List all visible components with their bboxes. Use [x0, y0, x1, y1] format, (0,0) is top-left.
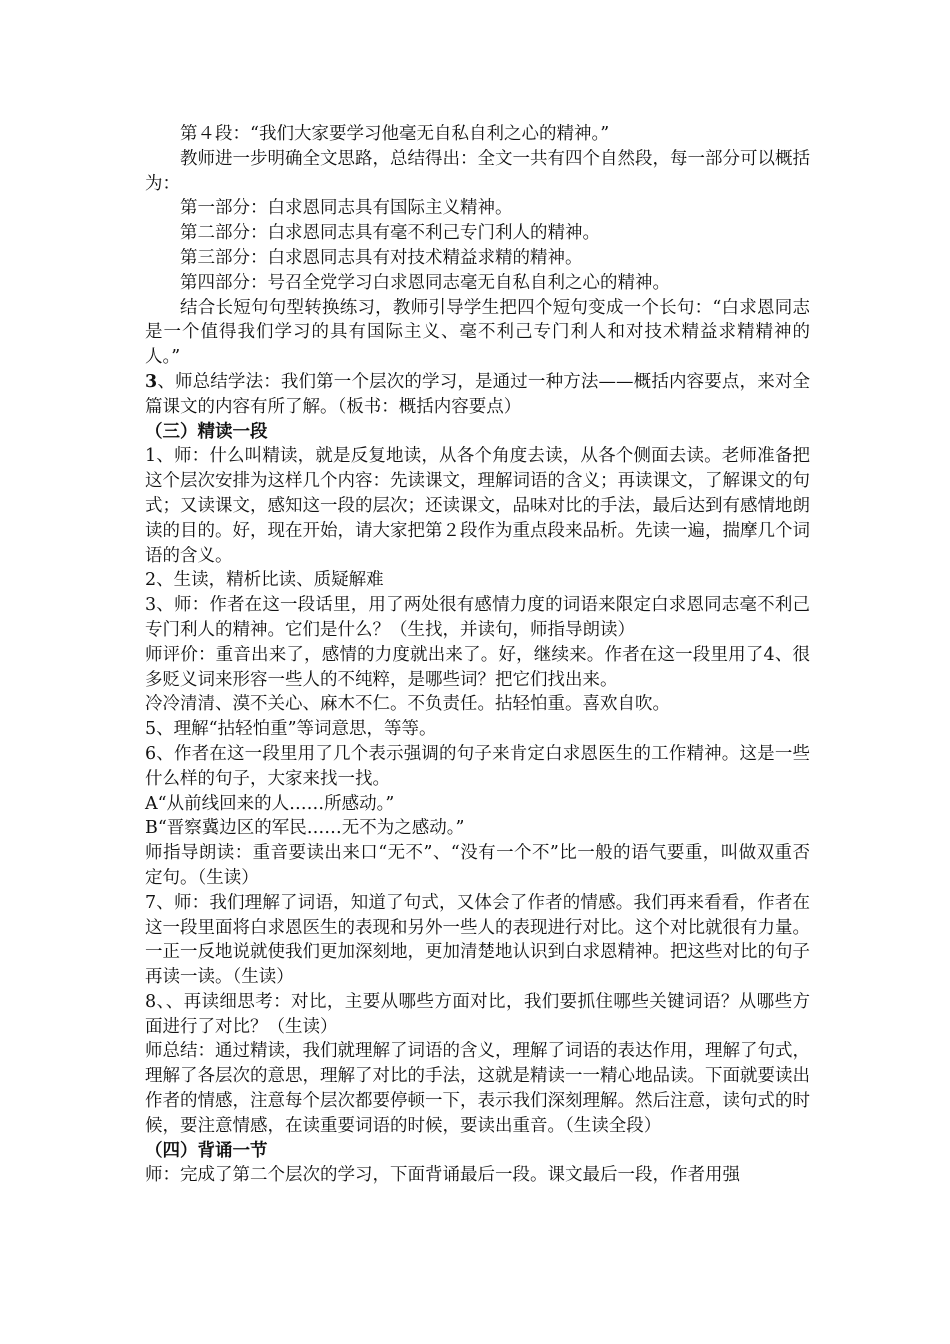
- paragraph-item-5: 5、理解“拈轻怕重”等词意思，等等。: [145, 719, 437, 740]
- paragraph-derogatory-words: 冷冷清清、漠不关心、麻木不仁。不负责任。拈轻怕重。喜欢自吹。: [145, 694, 670, 715]
- document-body: [145, 122, 810, 1188]
- paragraph-item-1: 1、师：什么叫精读，就是反复地读，从各个角度去读，从各个侧面去读。老师准备把这个层次安排为这样几个内容：先读课文，理解词语的含义；再读课文，了解课文的句式；又读课文，感知这一段的层次；还读课文，品味对比的手法，最后达到有感情地朗读的目的。好，现在开始，请大家把第２段作为重点段来品析。先读一遍，揣摩几个词语的含义。: [145, 446, 810, 566]
- paragraph-item-3: 3、师：作者在这一段话里，用了两处很有感情力度的词语来限定白求恩同志毫不利己专门利人的精神。它们是什么？（生找，并读句，师指导朗读）: [145, 595, 810, 640]
- paragraph-recitation-intro: 师：完成了第二个层次的学习，下面背诵最后一段。课文最后一段，作者用强: [145, 1165, 740, 1186]
- item-number: 3: [145, 371, 158, 392]
- paragraph-section4: 第４段：“我们大家要学习他毫无自私自利之心的精神。”: [180, 124, 610, 144]
- paragraph-long-sentence: 结合长短句句型转换练习，教师引导学生把四个短句变成一个长句：“白求恩同志是一个值得我们学习的具有国际主义、毫不利己专门利人和对技术精益求精精神的人。”: [145, 297, 810, 368]
- paragraph-reading-guidance: 师指导朗读：重音要读出来口“无不”、“没有一个不”比一般的语气要重，叫做双重否定句。（生读）: [145, 843, 810, 888]
- section-heading-intensive-reading: （三）精读一段: [145, 421, 268, 442]
- paragraph-item-2: 2、生读，精析比读、质疑解难: [145, 570, 384, 591]
- paragraph-teacher-summary: 师总结：通过精读，我们就理解了词语的含义，理解了词语的表达作用，理解了句式，理解了各层次的意思，理解了对比的手法，这就是精读一一精心地品读。下面就要读出作者的情感，注意每个层次都要停顿一下，表示我们深刻理解。然后注意，读句式的时候，要注意情感，在读重要词语的时候，要读出重音。（生读全段）: [145, 1041, 810, 1136]
- paragraph-teacher-evaluation: 师评价：重音出来了，感情的力度就出来了。好，继续来。作者在这一段里用了4、很多贬义词来形容一些人的不纯粹，是哪些词？把它们找出来。: [145, 644, 810, 690]
- paragraph-part4: 第四部分：号召全党学习白求恩同志毫无自私自利之心的精神。: [180, 272, 670, 293]
- paragraph-part3: 第三部分：白求恩同志具有对技术精益求精的精神。: [180, 247, 583, 268]
- paragraph-text: 、师总结学法：我们第一个层次的学习，是通过一种方法——概括内容要点，来对全篇课文的内容有所了解。（板书：概括内容要点）: [145, 371, 810, 417]
- paragraph-summary-intro: 教师进一步明确全文思路，总结得出：全文一共有四个自然段，每一部分可以概括为：: [145, 148, 810, 194]
- paragraph-item-6: 6、作者在这一段里用了几个表示强调的句子来肯定白求恩医生的工作精神。这是一些什么样的句子，大家来找一找。: [145, 743, 810, 789]
- paragraph-item-7: 7、师：我们理解了词语，知道了句式，又体会了作者的情感。我们再来看看，作者在这一段里面将白求恩医生的表现和另外一些人的表现进行对比。这个对比就很有力量。一正一反地说就使我们更加深刻地，更加清楚地认识到白求恩精神。把这些对比的句子再读一读。（生读）: [145, 892, 810, 988]
- paragraph-method-summary: [145, 370, 810, 420]
- paragraph-part2: 第二部分：白求恩同志具有毫不利己专门利人的精神。: [180, 223, 600, 244]
- paragraph-part1: 第一部分：白求恩同志具有国际主义精神。: [180, 198, 513, 219]
- paragraph-sentence-a: A“从前线回来的人……所感动。”: [145, 793, 395, 814]
- paragraph-item-8: 8、、再读细思考：对比，主要从哪些方面对比，我们要抓住哪些关键词语？从哪些方面进行了对比？（生读）: [145, 991, 810, 1037]
- paragraph-sentence-b: B“晋察冀边区的军民……无不为之感动。”: [145, 818, 465, 839]
- section-heading-recitation: （四）背诵一节: [145, 1140, 268, 1161]
